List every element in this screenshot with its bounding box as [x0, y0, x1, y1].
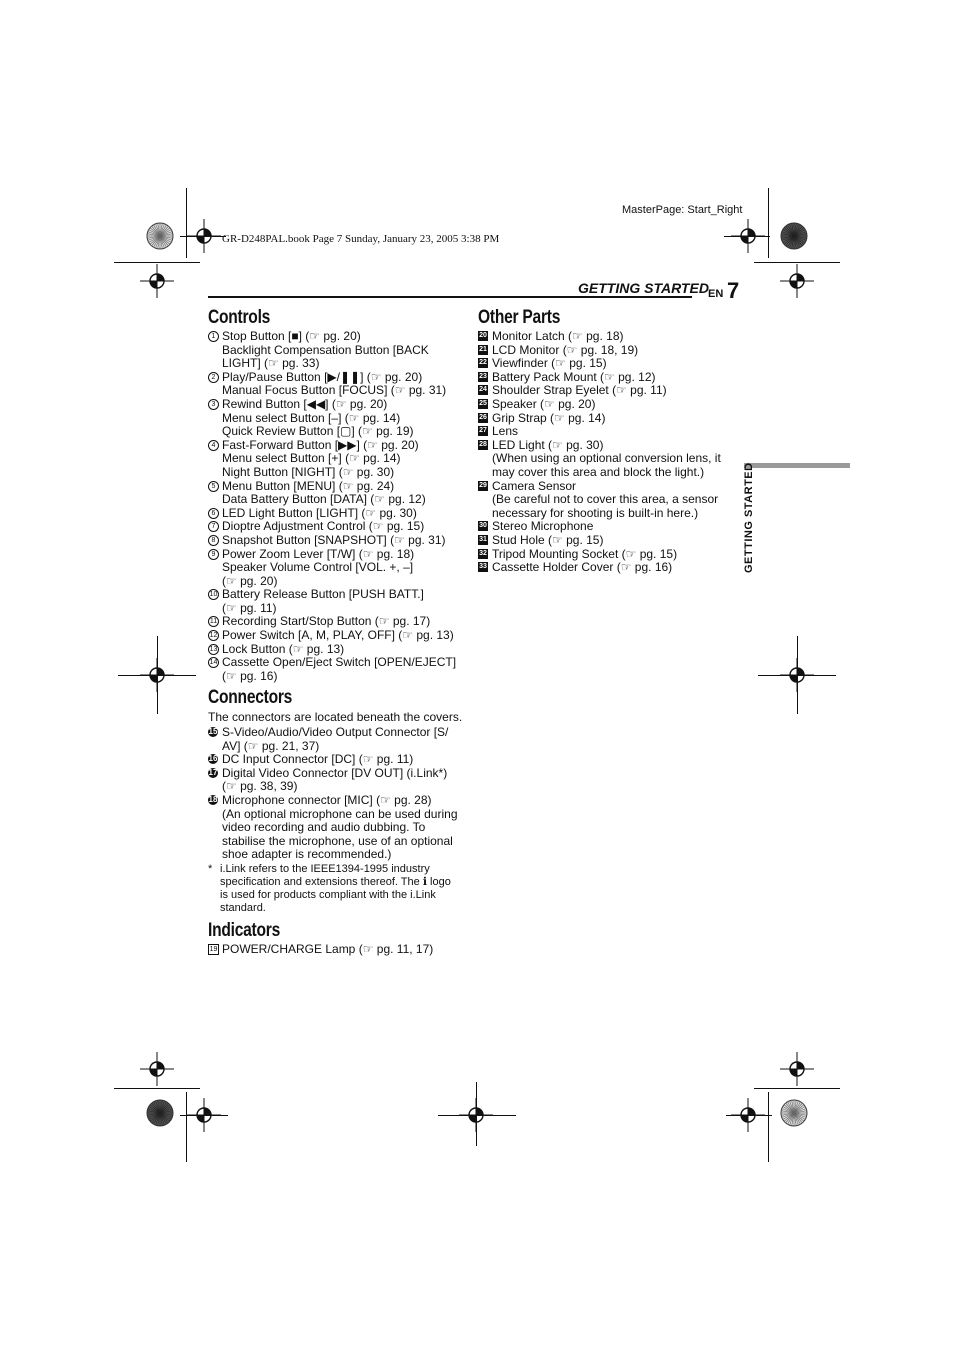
item-line: DC Input Connector [DC] (☞ pg. 11) — [222, 752, 414, 767]
item-line: Dioptre Adjustment Control (☞ pg. 15) — [222, 519, 425, 534]
item-line: Rewind Button [◀◀] (☞ pg. 20) — [222, 396, 388, 411]
item-line: Manual Focus Button [FOCUS] (☞ pg. 31) — [222, 383, 447, 398]
print-info: GR-D248PAL.book Page 7 Sunday, January 23, 2005 3:38 PM — [222, 233, 500, 245]
item-number-marker: 11 — [209, 618, 218, 626]
item-number-marker: 28 — [479, 440, 487, 448]
list-item — [208, 629, 470, 643]
footnote-text — [220, 863, 470, 915]
item-number-marker: 6 — [208, 508, 219, 519]
item-line: video recording and audio dubbing. To — [222, 820, 426, 835]
item-line: may cover this area and block the light.) — [492, 464, 705, 479]
crop-line — [438, 1115, 516, 1116]
list-item — [208, 726, 470, 753]
crop-line — [724, 236, 770, 237]
item-line: Tripod Mounting Socket (☞ pg. 15) — [492, 546, 678, 561]
color-bar-circle — [146, 1099, 174, 1127]
item-line: LCD Monitor (☞ pg. 18, 19) — [492, 342, 639, 357]
footnote-star: * — [208, 862, 213, 875]
item-number-marker: 2 — [208, 372, 219, 383]
item-line: AV] (☞ pg. 21, 37) — [222, 738, 320, 753]
item-line: (☞ pg. 38, 39) — [222, 779, 298, 794]
footnote-line: is used for products compliant with the i.Link — [220, 888, 436, 901]
list-item — [208, 943, 470, 957]
item-line: Viewfinder (☞ pg. 15) — [492, 356, 607, 371]
list-item — [208, 794, 470, 862]
item-number-marker: 23 — [479, 372, 487, 380]
item-line: (☞ pg. 16) — [222, 668, 278, 683]
item-number-marker: 25 — [479, 399, 487, 407]
connectors-list — [208, 726, 470, 862]
footnote-line: i.Link refers to the IEEE1394-1995 industry — [220, 862, 430, 875]
list-item — [478, 520, 740, 534]
list-item — [478, 398, 740, 412]
item-number-marker: 17 — [208, 767, 218, 777]
list-item — [478, 357, 740, 371]
item-line: Recording Start/Stop Button (☞ pg. 17) — [222, 614, 431, 629]
item-line: Stereo Microphone — [492, 519, 594, 534]
list-item — [478, 534, 740, 548]
item-number-marker: 8 — [208, 535, 219, 546]
header-rule — [208, 296, 692, 298]
side-tab-bar — [744, 463, 850, 468]
footnote-line: standard. — [220, 901, 266, 914]
item-number-marker: 21 — [479, 345, 487, 353]
controls-list — [208, 330, 470, 683]
item-number-marker: 33 — [479, 563, 487, 571]
indicators-heading: Indicators — [208, 919, 281, 941]
item-line: Backlight Compensation Button [BACK — [222, 342, 429, 357]
item-line: LIGHT] (☞ pg. 33) — [222, 356, 320, 371]
item-line: stabilise the microphone, use of an optional — [222, 833, 453, 848]
item-line: LED Light Button [LIGHT] (☞ pg. 30) — [222, 505, 417, 520]
item-line: Fast-Forward Button [▶▶] (☞ pg. 20) — [222, 437, 419, 452]
item-number-marker: 24 — [479, 386, 487, 394]
registration-mark — [780, 264, 814, 298]
item-line: Play/Pause Button [▶/❚❚] (☞ pg. 20) — [222, 369, 423, 384]
list-item — [208, 520, 470, 534]
item-line: (☞ pg. 20) — [222, 573, 278, 588]
item-line: Cassette Open/Eject Switch [OPEN/EJECT] — [222, 655, 457, 670]
item-number-marker: 16 — [208, 754, 218, 764]
item-line: shoe adapter is recommended.) — [222, 847, 392, 862]
item-number-marker: 27 — [479, 427, 487, 435]
item-number-marker: 32 — [479, 549, 487, 557]
ilink-footnote — [208, 863, 470, 915]
item-number-marker: 10 — [209, 591, 218, 599]
item-line: Stop Button [■] (☞ pg. 20) — [222, 329, 361, 343]
list-item — [208, 330, 470, 371]
item-line: Quick Review Button [▢] (☞ pg. 19) — [222, 424, 414, 439]
item-line: Cassette Holder Cover (☞ pg. 16) — [492, 560, 673, 575]
list-item — [208, 371, 470, 398]
language-label: EN — [708, 288, 724, 300]
item-number-marker: 1 — [208, 331, 219, 342]
crop-line — [768, 1092, 769, 1162]
registration-mark — [140, 1052, 174, 1086]
item-line: Speaker Volume Control [VOL. +, –] — [222, 560, 414, 575]
list-item — [478, 344, 740, 358]
list-item — [478, 480, 740, 521]
crop-line — [114, 1088, 200, 1089]
indicators-list — [208, 943, 470, 957]
list-item — [208, 439, 470, 480]
item-line: (An optional microphone can be used during — [222, 806, 458, 821]
masterpage-label: MasterPage: Start_Right — [622, 204, 743, 216]
other-parts-list — [478, 330, 740, 575]
item-line: LED Light (☞ pg. 30) — [492, 437, 604, 452]
starburst-mark — [780, 1099, 808, 1127]
item-number-marker: 3 — [208, 399, 219, 410]
item-line: Night Button [NIGHT] (☞ pg. 30) — [222, 464, 395, 479]
right-column — [478, 306, 740, 575]
item-line: Lens — [492, 424, 519, 439]
list-item — [208, 480, 470, 507]
item-line: Menu Button [MENU] (☞ pg. 24) — [222, 478, 395, 493]
item-line: Camera Sensor — [492, 478, 577, 493]
left-column — [208, 306, 470, 957]
list-item — [208, 588, 470, 615]
footnote-line: specification and extensions thereof. The ℹ logo — [220, 875, 451, 888]
item-line: Shoulder Strap Eyelet (☞ pg. 11) — [492, 383, 667, 398]
section-header: GETTING STARTED — [578, 280, 709, 296]
item-line: Stud Hole (☞ pg. 15) — [492, 532, 604, 547]
crop-line — [186, 1092, 187, 1162]
item-line: (☞ pg. 11) — [222, 600, 277, 615]
item-number-marker: 15 — [208, 727, 218, 737]
list-item — [478, 330, 740, 344]
list-item — [208, 643, 470, 657]
list-item — [478, 439, 740, 480]
list-item — [208, 534, 470, 548]
list-item — [478, 371, 740, 385]
item-line: Grip Strap (☞ pg. 14) — [492, 410, 606, 425]
item-number-marker: 26 — [479, 413, 487, 421]
starburst-mark — [146, 222, 174, 250]
item-number-marker: 19 — [209, 945, 218, 953]
crop-line — [726, 1115, 772, 1116]
item-line: Monitor Latch (☞ pg. 18) — [492, 329, 624, 343]
list-item — [478, 548, 740, 562]
item-number-marker: 20 — [479, 332, 487, 339]
list-item — [208, 398, 470, 439]
registration-mark — [780, 1052, 814, 1086]
connectors-heading: Connectors — [208, 687, 293, 709]
list-item — [208, 548, 470, 589]
item-number-marker: 14 — [209, 659, 218, 667]
crop-line — [186, 188, 187, 258]
crop-line — [476, 1082, 477, 1146]
crop-line — [114, 262, 200, 263]
item-line: Menu select Button [+] (☞ pg. 14) — [222, 451, 401, 466]
item-line: Data Battery Button [DATA] (☞ pg. 12) — [222, 492, 426, 507]
item-number-marker: 4 — [208, 440, 219, 451]
item-line: Speaker (☞ pg. 20) — [492, 396, 596, 411]
color-bar-circle — [780, 222, 808, 250]
list-item — [208, 656, 470, 683]
page-number: 7 — [727, 278, 740, 303]
list-item — [478, 412, 740, 426]
item-number-marker: 13 — [209, 645, 218, 653]
item-line: (When using an optional conversion lens, it — [492, 451, 721, 466]
item-number-marker: 30 — [479, 522, 487, 530]
crop-line — [754, 1088, 840, 1089]
item-line: Snapshot Button [SNAPSHOT] (☞ pg. 31) — [222, 532, 446, 547]
item-line: Lock Button (☞ pg. 13) — [222, 641, 345, 656]
item-line: POWER/CHARGE Lamp (☞ pg. 11, 17) — [222, 941, 434, 956]
crop-line — [118, 675, 196, 676]
controls-heading: Controls — [208, 307, 271, 328]
item-line: Battery Release Button [PUSH BATT.] — [222, 587, 424, 602]
side-tab-label: GETTING STARTED — [743, 462, 755, 573]
list-item — [478, 425, 740, 439]
item-number-marker: 18 — [208, 795, 218, 804]
other-parts-heading: Other Parts — [478, 307, 561, 328]
item-number-marker: 31 — [479, 535, 487, 543]
item-number-marker: 5 — [208, 481, 219, 492]
crop-line — [758, 675, 836, 676]
list-item — [208, 615, 470, 629]
item-line: Microphone connector [MIC] (☞ pg. 28) — [222, 793, 432, 807]
list-item — [208, 767, 470, 794]
item-number-marker: 12 — [209, 632, 218, 640]
item-line: S-Video/Audio/Video Output Connector [S/ — [222, 725, 449, 740]
item-line: (Be careful not to cover this area, a sensor — [492, 492, 719, 507]
item-number-marker: 7 — [208, 521, 219, 532]
crop-line — [768, 188, 769, 258]
list-item — [478, 561, 740, 575]
item-line: Battery Pack Mount (☞ pg. 12) — [492, 369, 656, 384]
list-item — [208, 507, 470, 521]
item-number-marker: 9 — [208, 549, 219, 560]
item-line: Digital Video Connector [DV OUT] (i.Link*) — [222, 765, 448, 780]
registration-mark — [140, 264, 174, 298]
item-line: necessary for shooting is built-in here.) — [492, 505, 699, 520]
side-tab — [743, 462, 757, 575]
list-item — [208, 753, 470, 767]
connectors-intro: The connectors are located beneath the covers. — [208, 710, 463, 725]
item-line: Power Switch [A, M, PLAY, OFF] (☞ pg. 13) — [222, 628, 454, 643]
list-item — [478, 384, 740, 398]
item-number-marker: 22 — [479, 359, 487, 367]
crop-line — [754, 262, 840, 263]
item-line: Menu select Button [–] (☞ pg. 14) — [222, 410, 401, 425]
item-number-marker: 29 — [479, 481, 487, 489]
crop-line — [180, 1115, 228, 1116]
item-line: Power Zoom Lever [T/W] (☞ pg. 18) — [222, 546, 415, 561]
